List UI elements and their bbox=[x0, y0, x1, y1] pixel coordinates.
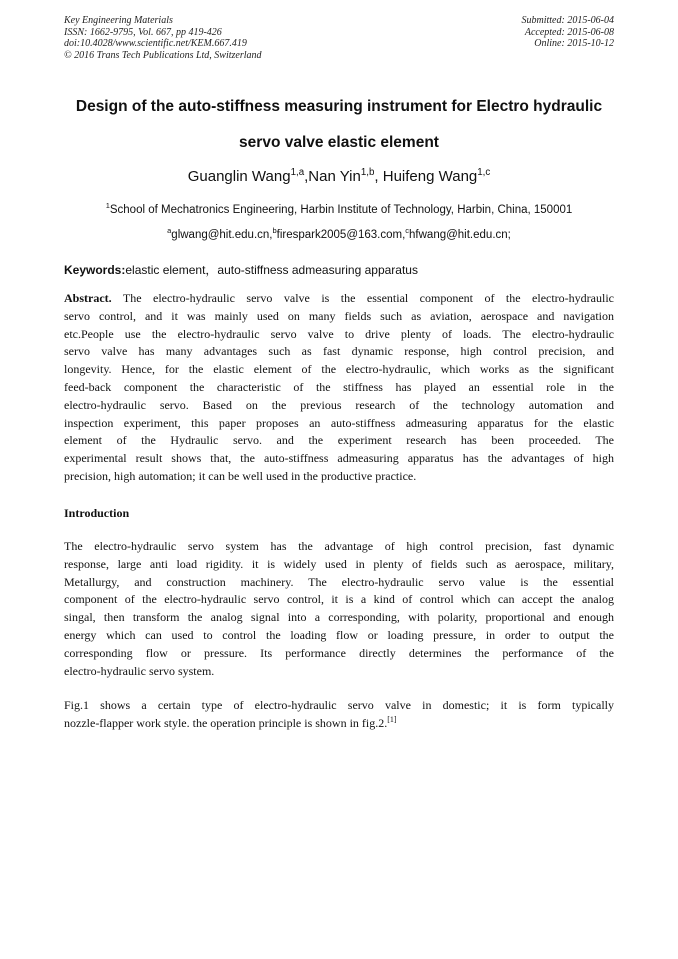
issn-line: ISSN: 1662-9795, Vol. 667, pp 419-426 bbox=[64, 26, 222, 38]
abstract-line: servo control, and it was mainly used on many fields such as aviation, aerospace and navigation bbox=[64, 308, 614, 323]
title-line-1: Design of the auto-stiffness measuring instrument for Electro hydraulic bbox=[75, 98, 603, 115]
author-name: Nan Yin bbox=[308, 168, 361, 185]
keywords-text: elastic element，auto-stiffness admeasuring apparatus bbox=[125, 263, 418, 277]
body-line: corresponding flow or pressure. Its performance directly determines the performance of the bbox=[64, 645, 614, 660]
submitted-date: Submitted: 2015-06-04 bbox=[521, 15, 614, 26]
body-line: The electro-hydraulic servo system has the advantage of high control precision, fast dynamic bbox=[64, 539, 614, 553]
email-list bbox=[64, 226, 614, 241]
abstract-line: precision, high automation; it can be well used in the productive practice. bbox=[64, 468, 417, 483]
abstract-line: feed-back component the characteristic of the stiffness has played an essential role in the bbox=[64, 379, 614, 394]
figure-reference-paragraph bbox=[64, 697, 614, 733]
body-line: Metallurgy, and construction machinery. The electro-hydraulic servo value is the essential bbox=[64, 574, 614, 589]
author-affiliation-mark: 1,c bbox=[477, 167, 491, 178]
abstract-line: Abstract. The electro-hydraulic servo valve is the essential component of the electro-hydraulic bbox=[64, 291, 614, 305]
affiliation-mark: 1 bbox=[105, 201, 110, 211]
publication-dates bbox=[522, 15, 615, 50]
email-address: firespark2005@163.com, bbox=[276, 229, 406, 241]
body-line: nozzle-flapper work style. the operation principle is shown in fig.2.[1] bbox=[64, 714, 397, 730]
abstract-line: servo valve has many advantages such as fast dynamic response, high control precision, and bbox=[64, 344, 614, 359]
online-date: Online: 2015-10-12 bbox=[534, 38, 614, 49]
doi-line: doi:10.4028/www.scientific.net/KEM.667.419 bbox=[64, 38, 247, 49]
author-affiliation-mark: 1,b bbox=[360, 167, 375, 178]
email-mark: a bbox=[167, 226, 172, 236]
introduction-paragraph bbox=[64, 538, 614, 680]
body-line: energy which can used to control the loading flow or loading pressure, in order to output the bbox=[64, 627, 614, 642]
author-name: Guanglin Wang bbox=[187, 168, 291, 185]
body-line: component of the electro-hydraulic servo control, it is a kind of control which can accept the analog bbox=[64, 592, 614, 607]
title-line-2: servo valve elastic element bbox=[239, 134, 439, 151]
abstract-line: longevity. Hence, for the elastic element of the electro-hydraulic, which works as the significant bbox=[64, 362, 614, 377]
body-line: singal, then transform the analog signal into a corresponding, with polarity, proportional and enough bbox=[64, 610, 614, 625]
email-address: glwang@hit.edu.cn, bbox=[171, 229, 273, 241]
author-affiliation-mark: 1,a bbox=[290, 167, 305, 178]
body-line: Fig.1 shows a certain type of electro-hydraulic servo valve in domestic; it is form typically bbox=[64, 698, 614, 712]
abstract-line: inspection experiment, this paper proposes an auto-stiffness admeasuring apparatus for the elastic bbox=[64, 415, 614, 430]
section-heading: Introduction bbox=[64, 506, 130, 520]
body-line: response, large anti load rigidity. it is widely used in plenty of fields such as aerospace, military, bbox=[64, 556, 614, 571]
body-line: electro-hydraulic servo system. bbox=[64, 663, 215, 678]
abstract-line: element of the Hydraulic servo. and the experiment research has been proceeded. The bbox=[64, 433, 614, 448]
accepted-date: Accepted: 2015-06-08 bbox=[524, 26, 614, 38]
keywords-label: Keywords: bbox=[64, 263, 126, 277]
keywords bbox=[64, 261, 614, 278]
abstract-line: etc.People use the electro-hydraulic servo valve to drive plenty of loads. The electro-hydraulic bbox=[64, 326, 614, 341]
journal-info bbox=[64, 15, 262, 61]
citation-mark: [1] bbox=[387, 714, 397, 724]
author-list: Guanglin Wang$^{1,a}$,Nan Yin$^{1,b}$, Huifeng Wang$^{1,c}$ bbox=[187, 167, 491, 185]
journal-name: Key Engineering Materials bbox=[64, 15, 173, 26]
paper-title bbox=[64, 89, 614, 161]
affiliation-text: School of Mechatronics Engineering, Harbin Institute of Technology, Harbin, China, 150001 bbox=[109, 204, 573, 216]
email-address: hfwang@hit.edu.cn; bbox=[409, 229, 511, 241]
abstract-line: experimental result shows that, the auto-stiffness admeasuring apparatus has the advantages of high bbox=[64, 451, 614, 466]
email-mark: b bbox=[272, 226, 277, 236]
abstract bbox=[64, 290, 614, 486]
abstract-line: electro-hydraulic servo. Based on the previous research of the technology automation and bbox=[64, 397, 614, 412]
copyright-line: © 2016 Trans Tech Publications Ltd, Switzerland bbox=[64, 49, 262, 61]
abstract-label: Abstract. bbox=[64, 291, 112, 305]
author-name: Huifeng Wang bbox=[382, 168, 478, 185]
affiliation bbox=[64, 201, 614, 216]
email-mark: c bbox=[405, 226, 410, 236]
